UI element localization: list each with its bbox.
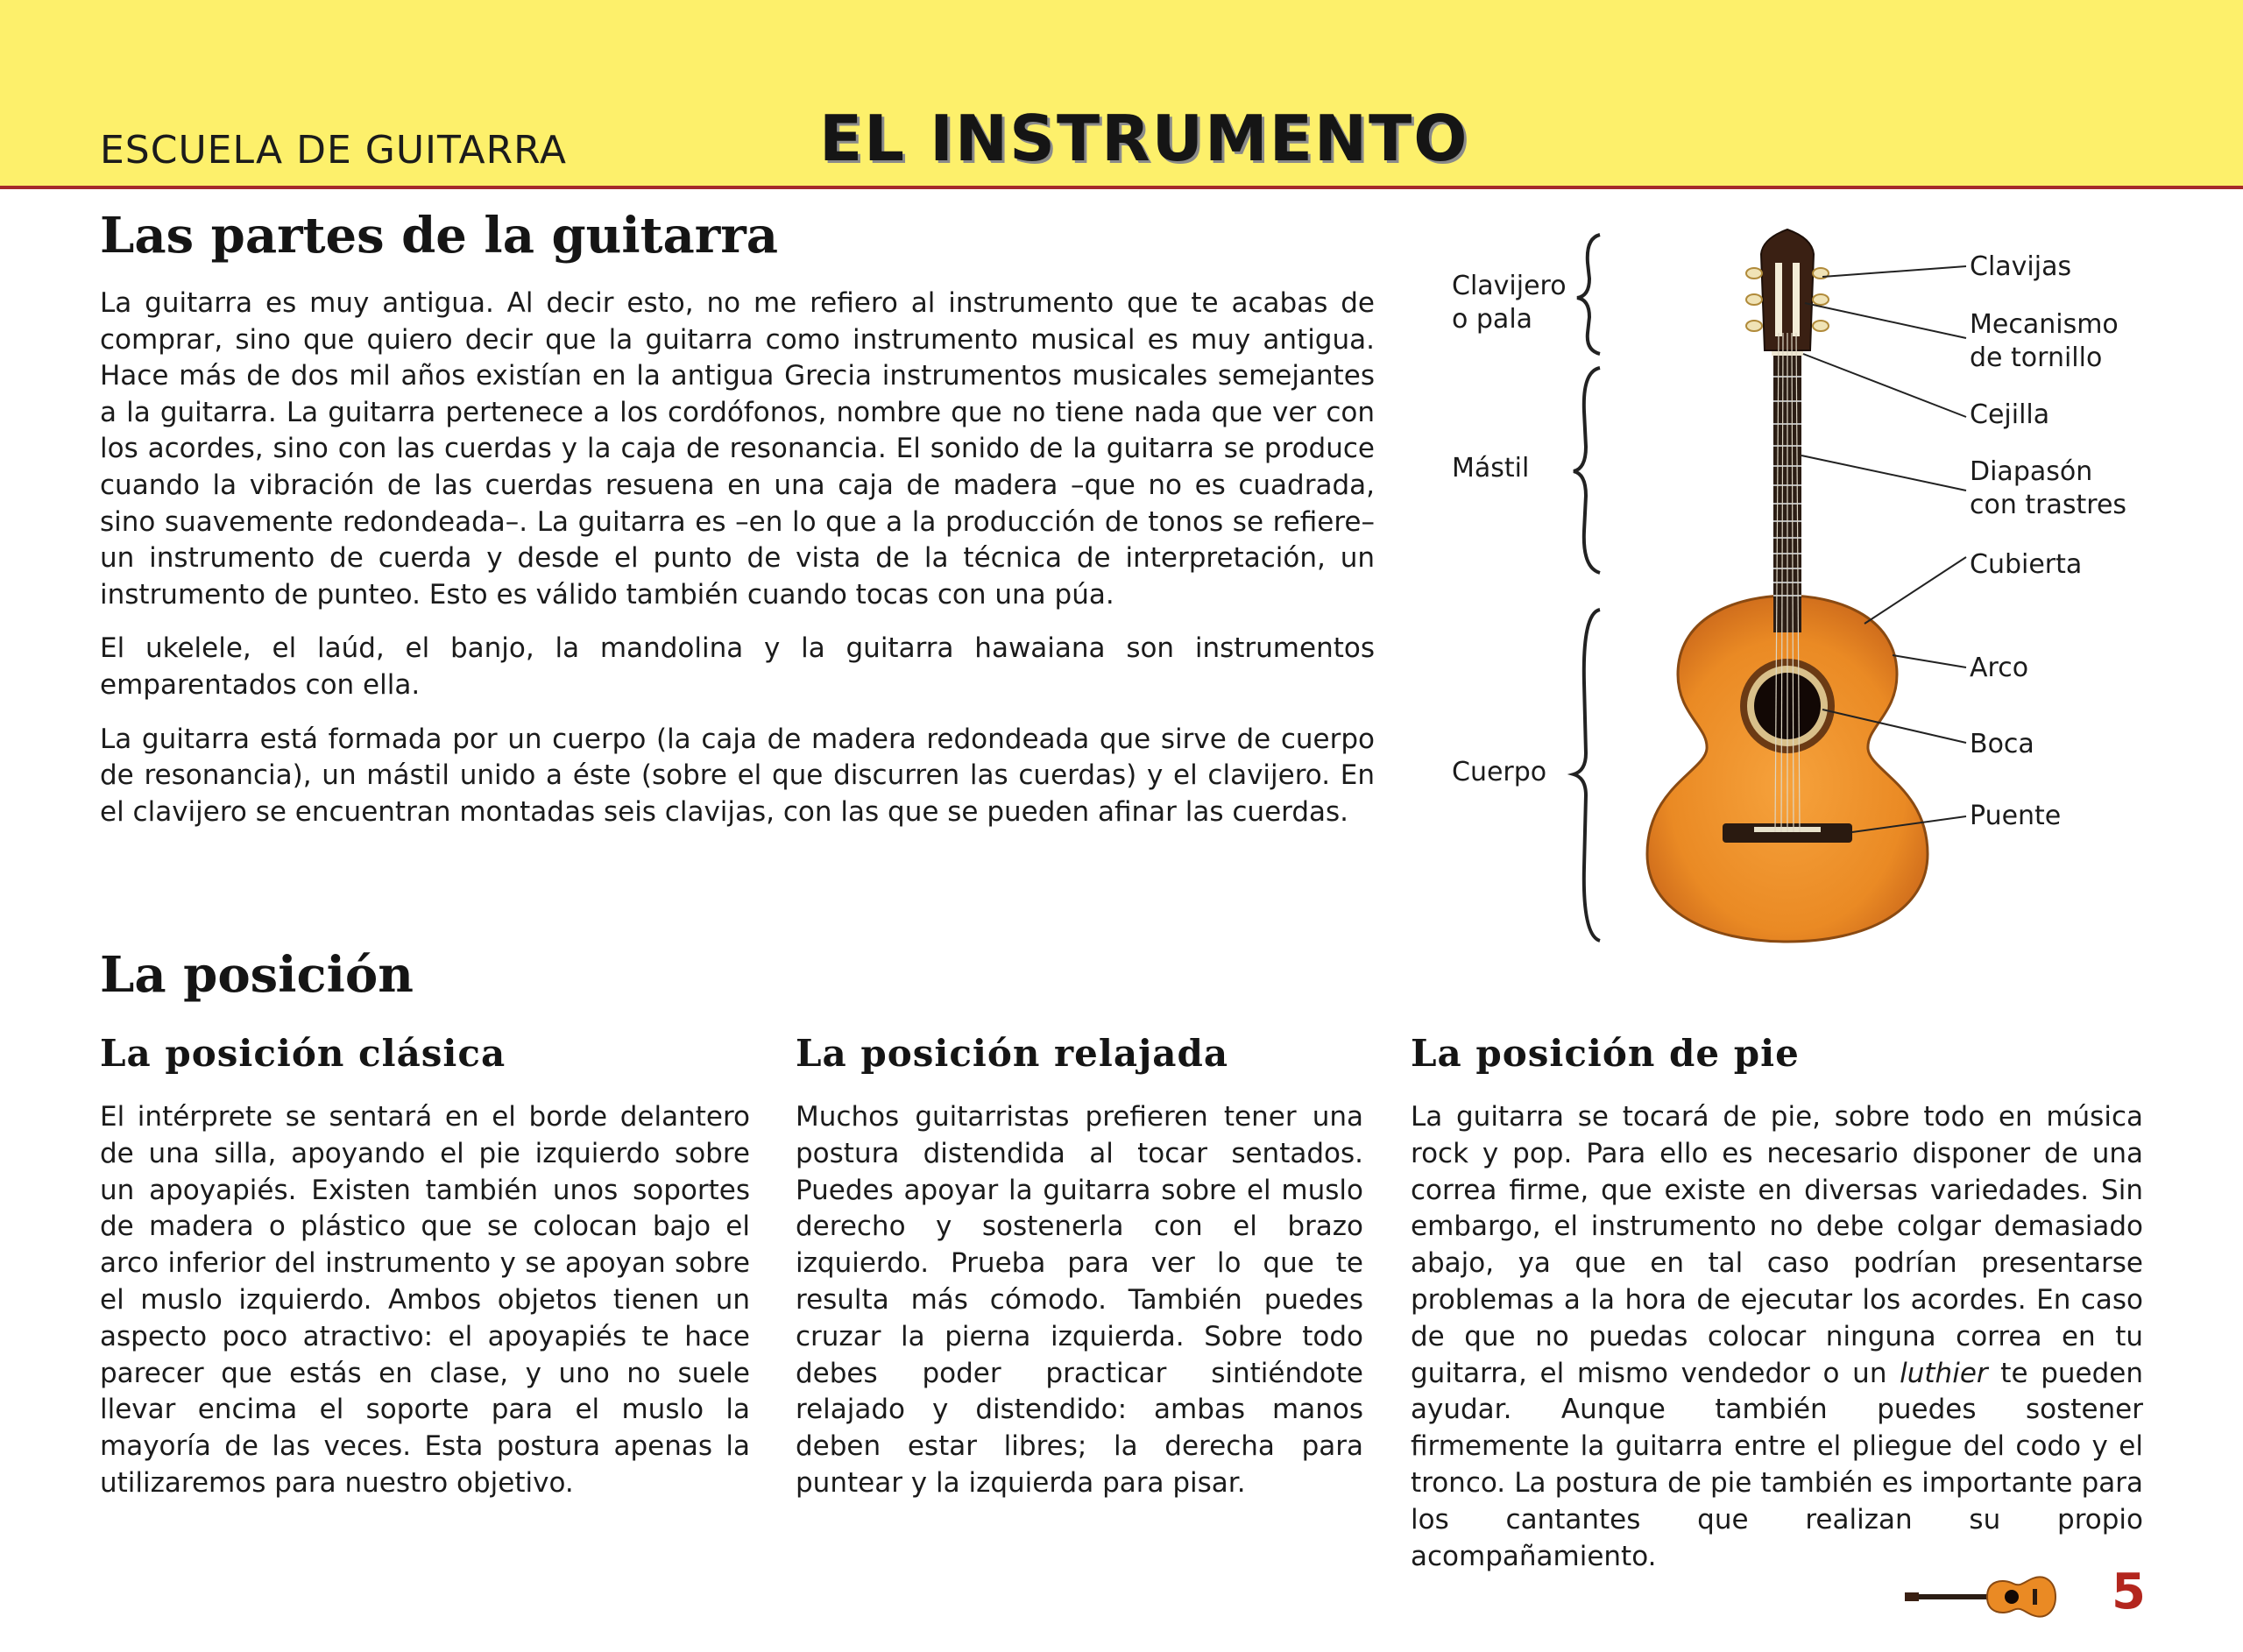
standing-text-part: La guitarra se tocará de pie, sobre todo en música rock y pop. Para ello es necesario disponer de una correa firme, que existe en diversas variedades. Sin embargo, el instrumento no debe colgar demasiado abajo, ya que en tal caso podrían presentarse problemas a la hora de ejecutar los acordes. En caso de que no puedas colocar ninguna correa en tu guitarra, el mismo vendedor o un (1411, 1101, 2143, 1389)
section-heading-position: La posición (100, 946, 414, 1004)
column-heading-classic: La posición clásica (100, 1032, 506, 1075)
label-neck: Mástil (1452, 453, 1530, 484)
intro-paragraph: La guitarra está formada por un cuerpo (la caja de madera redondeada que sirve de cuerpo de resonancia), un mástil unido a éste (sobre el que discurren las cuerdas) y el clavijero. En el clavijero se encuentran montadas seis clavijas, con las que se pueden afinar las cuerdas. (100, 723, 1375, 828)
intro-paragraph: La guitarra es muy antigua. Al decir esto, no me refiero al instrumento que te acabas de comprar, sino que quiero decir que la guitarra como instrumento musical es muy antigua. Hace más de dos mil años existían en la antigua Grecia instrumentos musicales semejantes a la guitarra. La guitarra pertenece a los cordófonos, nombre que no tiene nada que ver con los acordes, sino con las cuerdas y la caja de resonancia. El sonido de la guitarra se produce cuando la vibración de las cuerdas resuena en una caja de madera –que no es cuadrada, sino suavemente redondeada–. La guitarra es –en lo que a la producción de tonos se refiere– un instrumento de cuerda y desde el punto de vista de la técnica de interpretación, un instrumento de punteo. Esto es válido también cuando tocas con una púa. (100, 287, 1375, 611)
label-tuner: Mecanismo (1970, 309, 2119, 340)
headstock (1761, 229, 1814, 350)
leader-tuner (1805, 303, 1966, 338)
label-fretboard: Diapasón (1970, 456, 2093, 487)
label-bridge: Puente (1970, 801, 2062, 831)
page-number: 5 (2112, 1564, 2146, 1620)
book-title: ESCUELA DE GUITARRA (100, 128, 568, 173)
column-heading-standing: La posición de pie (1411, 1032, 1800, 1075)
label-fretboard-2: con trastres (1970, 490, 2127, 520)
label-tuner-2: de tornillo (1970, 342, 2103, 373)
column-text-classic: El intérprete se sentará en el borde delantero de una silla, apoyando el pie izquierdo sobre un apoyapiés. Existen también unos soportes de madera o plástico que se colocan bajo el arco inferior del instrumento y se apoyan sobre el muslo izquierdo. Ambos objetos tienen un aspecto poco atractivo: el apoyapiés te hace parecer que estás en clase, y uno no suele llevar encima el soporte para el muslo la mayoría de las veces. Esta postura apenas la utilizaremos para nuestro objetivo. (100, 1101, 750, 1499)
column-text-relaxed: Muchos guitarristas prefieren tener una postura distendida al tocar sentados. Puedes apoyar la guitarra sobre el muslo derecho y sostenerla con el brazo izquierdo. Prueba para ver lo que te resulta más cómodo. También puedes cruzar la pierna izquierda. Sobre todo debes poder practicar sintiéndote relajado y distendido: ambas manos deben estar libres; la derecha para puntear y la izquierda para pisar. (796, 1101, 1363, 1499)
label-headstock-2: o pala (1452, 304, 1533, 335)
intro-paragraph: El ukelele, el laúd, el banjo, la mandolina y la guitarra hawaiana son instrumentos emparentados con ella. (100, 632, 1375, 701)
label-top: Cubierta (1970, 549, 2083, 580)
label-rib: Arco (1970, 653, 2029, 683)
leader-nut (1803, 354, 1966, 417)
brace-body (1574, 610, 1600, 941)
guitar-icon (1901, 1563, 2059, 1633)
label-soundhole: Boca (1970, 729, 2034, 759)
label-headstock: Clavijero (1452, 271, 1567, 301)
label-body: Cuerpo (1452, 757, 1547, 787)
brace-neck (1574, 368, 1600, 573)
column-text-standing (1411, 1099, 2143, 1575)
leader-pegs (1822, 266, 1966, 277)
standing-text-part: te pueden ayudar. Aunque también puedes sostener firmemente la guitarra entre el pliegue del codo y el tronco. La postura de pie también es importante para los cantantes que realizan su propio acompañamiento. (1411, 1357, 2143, 1572)
leader-fretboard (1801, 455, 1966, 491)
column-heading-relaxed: La posición relajada (796, 1032, 1229, 1075)
chapter-title: EL INSTRUMENTO (819, 102, 1469, 175)
brace-headstock (1577, 235, 1600, 354)
leader-rib (1893, 655, 1966, 667)
label-pegs: Clavijas (1970, 251, 2072, 282)
leader-top (1864, 557, 1966, 624)
section-heading-parts: Las partes de la guitarra (100, 207, 779, 265)
standing-text-italic: luthier (1900, 1357, 1988, 1389)
label-nut: Cejilla (1970, 399, 2050, 430)
